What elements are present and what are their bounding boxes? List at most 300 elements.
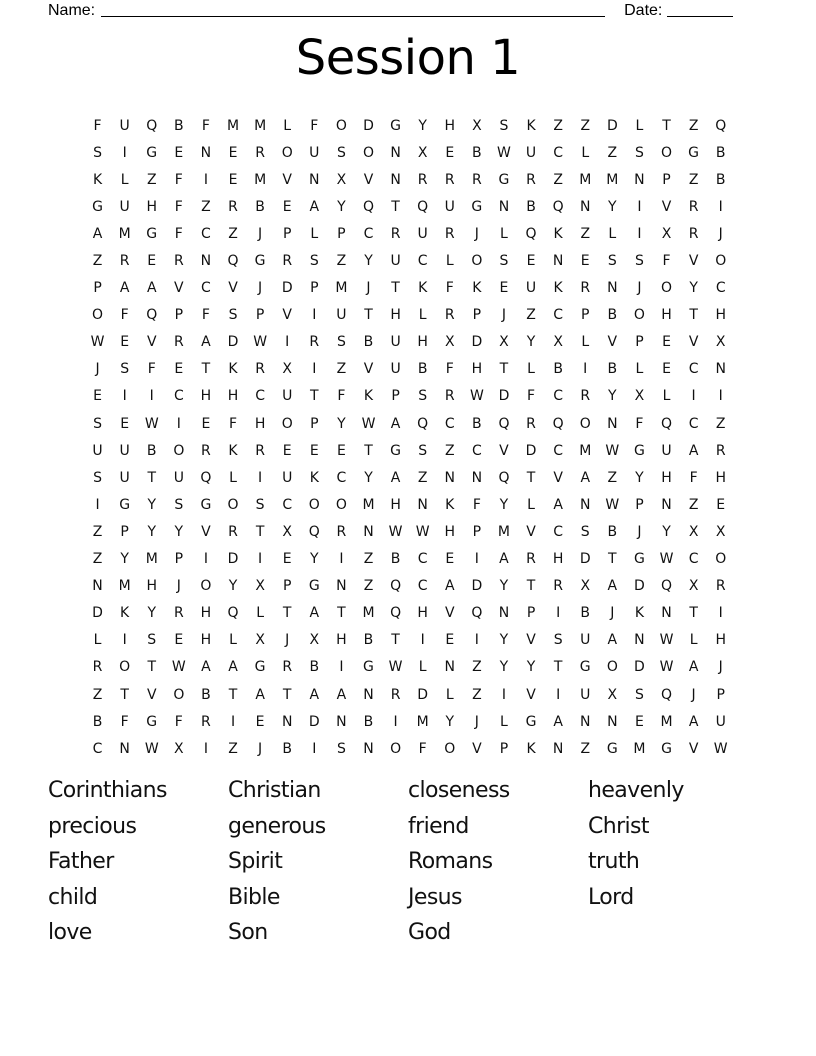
grid-cell: E xyxy=(228,144,238,161)
grid-cell: G xyxy=(146,225,158,242)
grid-cell: O xyxy=(579,415,591,432)
grid-cell: P xyxy=(635,334,644,351)
grid-cell: I xyxy=(258,551,263,568)
grid-cell: Z xyxy=(228,740,238,757)
grid-cell: T xyxy=(255,523,265,540)
grid-cell: D xyxy=(471,578,483,595)
grid-cell: R xyxy=(526,415,536,432)
grid-cell: J xyxy=(718,225,723,242)
grid-cell: F xyxy=(228,415,238,432)
grid-cell: H xyxy=(200,605,212,622)
grid-cell: O xyxy=(173,442,185,459)
grid-cell: G xyxy=(471,198,483,215)
word-bank-item: closeness xyxy=(408,778,510,803)
grid-cell: Q xyxy=(498,415,510,432)
grid-cell: E xyxy=(255,713,265,730)
grid-cell: O xyxy=(390,740,402,757)
grid-cell: K xyxy=(445,496,455,513)
grid-cell: O xyxy=(227,496,239,513)
grid-cell: U xyxy=(525,280,537,297)
grid-cell: P xyxy=(282,578,292,595)
grid-cell: X xyxy=(688,578,699,595)
grid-cell: S xyxy=(93,415,102,432)
grid-cell: S xyxy=(228,307,238,324)
grid-cell: I xyxy=(474,551,479,568)
grid-cell: Q xyxy=(417,198,429,215)
grid-cell: H xyxy=(552,551,564,568)
grid-cell: F xyxy=(120,307,129,324)
grid-cell: R xyxy=(228,198,238,215)
grid-cell: C xyxy=(688,415,699,432)
grid-cell: Y xyxy=(608,388,617,405)
grid-cell: D xyxy=(634,578,645,595)
grid-cell: L xyxy=(527,361,535,378)
grid-cell: S xyxy=(580,523,590,540)
grid-cell: S xyxy=(553,632,563,649)
grid-cell: W xyxy=(713,740,728,757)
grid-cell: Z xyxy=(228,225,238,242)
grid-cell: R xyxy=(336,523,347,540)
grid-cell: C xyxy=(688,361,699,378)
grid-cell: D xyxy=(363,117,374,134)
grid-cell: J xyxy=(637,523,642,540)
grid-cell: P xyxy=(391,388,400,405)
grid-cell: R xyxy=(580,280,591,297)
grid-cell: W xyxy=(659,632,674,649)
grid-cell: N xyxy=(715,361,726,378)
grid-cell: R xyxy=(471,171,482,188)
grid-cell: R xyxy=(688,198,699,215)
grid-cell: Z xyxy=(715,415,726,432)
grid-cell: L xyxy=(120,171,129,188)
grid-cell: E xyxy=(93,388,102,405)
grid-cell: R xyxy=(715,442,726,459)
grid-cell: X xyxy=(255,632,265,649)
grid-cell: H xyxy=(146,198,157,215)
grid-cell: C xyxy=(553,307,564,324)
grid-cell: W xyxy=(497,144,511,161)
grid-cell: Y xyxy=(147,523,157,540)
grid-cell: Y xyxy=(337,415,346,432)
grid-cell: U xyxy=(92,442,103,459)
grid-cell: P xyxy=(93,280,102,297)
grid-cell: X xyxy=(580,578,591,595)
grid-cell: Q xyxy=(227,253,239,270)
grid-cell: A xyxy=(688,442,699,459)
grid-cell: J xyxy=(95,361,100,378)
grid-cell: J xyxy=(258,280,263,297)
grid-cell: W xyxy=(605,496,620,513)
grid-cell: Z xyxy=(363,551,374,568)
grid-cell: H xyxy=(200,632,212,649)
grid-cell: O xyxy=(308,496,320,513)
grid-cell: J xyxy=(366,280,371,297)
grid-cell: J xyxy=(258,740,263,757)
grid-cell: V xyxy=(661,198,672,215)
grid-cell: Q xyxy=(715,117,727,134)
grid-cell: D xyxy=(634,659,645,676)
grid-cell: Z xyxy=(336,253,347,270)
grid-cell: U xyxy=(282,469,293,486)
grid-cell: I xyxy=(312,740,317,757)
grid-cell: T xyxy=(282,686,292,703)
grid-cell: O xyxy=(281,415,293,432)
grid-cell: Y xyxy=(445,713,455,730)
grid-cell: S xyxy=(336,334,346,351)
grid-cell: S xyxy=(634,686,644,703)
grid-cell: Y xyxy=(364,253,373,270)
grid-cell: K xyxy=(634,605,645,622)
grid-cell: A xyxy=(688,713,699,730)
grid-cell: U xyxy=(444,198,455,215)
grid-cell: Q xyxy=(498,469,510,486)
grid-cell: B xyxy=(146,442,157,459)
grid-cell: H xyxy=(336,632,347,649)
grid-cell: H xyxy=(661,469,672,486)
grid-cell: G xyxy=(579,659,591,676)
grid-cell: C xyxy=(201,280,211,297)
grid-cell: R xyxy=(390,686,401,703)
grid-cell: L xyxy=(581,334,590,351)
grid-cell: Q xyxy=(661,686,673,703)
grid-cell: X xyxy=(174,740,184,757)
grid-cell: P xyxy=(255,307,265,324)
grid-cell: M xyxy=(660,713,673,730)
word-bank-item: Romans xyxy=(408,849,493,874)
grid-cell: E xyxy=(147,253,157,270)
grid-cell: Z xyxy=(553,117,563,134)
grid-cell: Q xyxy=(362,198,374,215)
grid-cell: A xyxy=(607,632,618,649)
grid-cell: C xyxy=(553,388,564,405)
grid-cell: N xyxy=(363,740,374,757)
grid-cell: B xyxy=(363,334,374,351)
grid-cell: Z xyxy=(472,659,482,676)
grid-cell: I xyxy=(637,198,642,215)
grid-cell: Z xyxy=(146,171,157,188)
grid-cell: V xyxy=(282,171,292,188)
grid-cell: X xyxy=(553,334,563,351)
word-bank-item: Lord xyxy=(588,884,634,910)
grid-cell: L xyxy=(500,713,508,730)
grid-cell: Z xyxy=(92,686,103,703)
grid-cell: G xyxy=(525,713,537,730)
grid-cell: D xyxy=(92,605,103,622)
grid-cell: V xyxy=(201,523,211,540)
grid-cell: R xyxy=(444,307,455,324)
grid-cell: M xyxy=(335,280,348,297)
grid-cell: Y xyxy=(499,632,509,649)
page-title: Session 1 xyxy=(295,30,521,86)
grid-cell: G xyxy=(146,713,158,730)
grid-cell: V xyxy=(526,686,536,703)
grid-cell: R xyxy=(688,225,699,242)
grid-cell: N xyxy=(607,280,618,297)
grid-cell: M xyxy=(118,578,131,595)
grid-cell: T xyxy=(391,632,400,649)
grid-cell: T xyxy=(526,469,536,486)
grid-cell: B xyxy=(174,117,184,134)
grid-cell: D xyxy=(471,334,483,351)
grid-cell: N xyxy=(444,659,455,676)
grid-cell: I xyxy=(312,361,317,378)
grid-cell: G xyxy=(254,253,266,270)
grid-cell: I xyxy=(203,740,208,757)
grid-cell: G xyxy=(92,198,103,215)
grid-cell: L xyxy=(445,253,454,270)
grid-cell: F xyxy=(472,496,481,513)
grid-cell: V xyxy=(526,632,536,649)
grid-cell: J xyxy=(474,225,479,242)
grid-cell: V xyxy=(526,523,536,540)
grid-cell: Q xyxy=(227,605,239,622)
grid-cell: Y xyxy=(499,578,509,595)
grid-cell: K xyxy=(228,361,238,378)
grid-cell: R xyxy=(282,253,293,270)
grid-cell: K xyxy=(309,469,319,486)
grid-cell: W xyxy=(605,442,620,459)
grid-cell: Y xyxy=(147,605,157,622)
grid-cell: D xyxy=(308,713,320,730)
grid-cell: X xyxy=(309,632,320,649)
grid-cell: Q xyxy=(552,415,564,432)
word-bank-item: child xyxy=(48,884,98,910)
grid-cell: M xyxy=(254,171,267,188)
grid-cell: W xyxy=(361,415,376,432)
grid-cell: H xyxy=(146,578,157,595)
grid-cell: K xyxy=(363,388,374,405)
grid-cell: E xyxy=(282,442,292,459)
grid-cell: P xyxy=(581,307,590,324)
name-blank-line xyxy=(101,0,605,17)
grid-cell: U xyxy=(390,334,401,351)
grid-cell: A xyxy=(119,280,130,297)
grid-cell: G xyxy=(254,659,266,676)
grid-cell: F xyxy=(635,415,644,432)
grid-cell: V xyxy=(688,253,699,270)
grid-cell: G xyxy=(661,740,672,757)
grid-cell: Q xyxy=(552,198,564,215)
grid-cell: L xyxy=(283,117,292,134)
grid-cell: O xyxy=(362,144,374,161)
grid-cell: N xyxy=(552,740,564,757)
grid-cell: A xyxy=(201,659,211,676)
grid-cell: F xyxy=(527,388,536,405)
grid-cell: T xyxy=(553,659,563,676)
grid-cell: Q xyxy=(390,605,402,622)
grid-cell: U xyxy=(173,469,184,486)
grid-cell: W xyxy=(388,659,403,676)
grid-cell: T xyxy=(662,117,671,134)
grid-cell: Z xyxy=(688,117,699,134)
grid-cell: R xyxy=(526,551,536,568)
grid-cell: B xyxy=(472,144,482,161)
grid-cell: C xyxy=(417,578,428,595)
grid-cell: W xyxy=(469,388,484,405)
grid-cell: G xyxy=(390,442,401,459)
grid-cell: B xyxy=(715,171,726,188)
grid-cell: N xyxy=(363,523,374,540)
grid-cell: M xyxy=(226,117,240,134)
grid-cell: W xyxy=(415,523,430,540)
grid-cell: Y xyxy=(499,496,509,513)
grid-cell: O xyxy=(661,280,673,297)
grid-cell: C xyxy=(553,523,564,540)
grid-cell: S xyxy=(309,253,319,270)
grid-cell: I xyxy=(420,632,425,649)
grid-cell: T xyxy=(147,469,157,486)
grid-cell: M xyxy=(633,740,646,757)
grid-cell: W xyxy=(253,334,268,351)
grid-cell: Q xyxy=(390,578,402,595)
grid-cell: A xyxy=(688,659,699,676)
grid-cell: U xyxy=(417,225,428,242)
grid-cell: E xyxy=(120,415,130,432)
grid-cell: G xyxy=(633,442,645,459)
grid-cell: U xyxy=(119,117,130,134)
grid-cell: V xyxy=(472,740,482,757)
grid-cell: C xyxy=(417,253,428,270)
grid-cell: U xyxy=(119,198,130,215)
grid-cell: R xyxy=(444,225,455,242)
grid-cell: O xyxy=(200,578,212,595)
grid-cell: F xyxy=(445,361,454,378)
word-bank-item: heavenly xyxy=(588,778,684,803)
grid-cell: N xyxy=(390,144,401,161)
name-label: Name: xyxy=(48,2,96,19)
grid-cell: X xyxy=(282,523,292,540)
grid-cell: N xyxy=(92,578,103,595)
grid-cell: N xyxy=(579,198,591,215)
grid-cell: I xyxy=(203,551,208,568)
grid-cell: Z xyxy=(363,578,374,595)
grid-cell: V xyxy=(146,686,157,703)
grid-cell: Y xyxy=(228,578,238,595)
grid-cell: B xyxy=(201,686,211,703)
grid-cell: E xyxy=(634,713,644,730)
grid-cell: A xyxy=(390,415,401,432)
grid-cell: I xyxy=(203,171,208,188)
grid-cell: L xyxy=(689,632,698,649)
grid-cell: S xyxy=(174,496,184,513)
grid-cell: E xyxy=(120,334,130,351)
grid-cell: U xyxy=(119,442,130,459)
grid-cell: Q xyxy=(417,415,429,432)
grid-cell: Q xyxy=(308,523,320,540)
grid-cell: F xyxy=(662,253,671,270)
grid-cell: A xyxy=(201,334,211,351)
grid-cell: R xyxy=(255,361,265,378)
grid-cell: T xyxy=(364,442,373,459)
grid-cell: K xyxy=(472,280,482,297)
grid-cell: F xyxy=(310,117,319,134)
grid-cell: V xyxy=(499,442,509,459)
grid-cell: E xyxy=(174,632,184,649)
grid-cell: D xyxy=(606,117,618,134)
grid-cell: U xyxy=(119,469,130,486)
grid-cell: I xyxy=(556,686,561,703)
grid-cell: L xyxy=(445,686,454,703)
grid-cell: S xyxy=(336,144,346,161)
grid-cell: H xyxy=(444,117,456,134)
grid-cell: E xyxy=(282,198,292,215)
grid-cell: Q xyxy=(146,307,158,324)
grid-cell: M xyxy=(145,551,158,568)
grid-cell: R xyxy=(92,659,103,676)
grid-cell: I xyxy=(474,632,479,649)
grid-cell: H xyxy=(715,307,726,324)
grid-cell: I xyxy=(501,686,507,703)
grid-cell: G xyxy=(363,659,374,676)
grid-cell: Y xyxy=(526,659,536,676)
word-bank-item: friend xyxy=(408,813,469,839)
grid-cell: V xyxy=(363,361,374,378)
grid-cell: T xyxy=(228,686,238,703)
grid-cell: N xyxy=(309,171,320,188)
grid-cell: A xyxy=(336,686,347,703)
grid-cell: O xyxy=(173,686,185,703)
grid-cell: C xyxy=(444,415,455,432)
grid-cell: I xyxy=(122,632,127,649)
grid-cell: P xyxy=(337,225,346,242)
grid-cell: N xyxy=(390,171,401,188)
grid-cell: Z xyxy=(580,225,591,242)
grid-cell: R xyxy=(580,388,591,405)
grid-cell: C xyxy=(363,225,374,242)
grid-cell: S xyxy=(634,253,644,270)
grid-cell: F xyxy=(201,307,210,324)
word-bank-item: Son xyxy=(228,920,268,945)
grid-cell: I xyxy=(122,388,127,405)
grid-cell: E xyxy=(716,496,726,513)
grid-cell: L xyxy=(256,605,265,622)
grid-cell: S xyxy=(120,361,130,378)
grid-cell: H xyxy=(390,496,401,513)
grid-cell: S xyxy=(147,632,157,649)
grid-cell: Q xyxy=(525,225,537,242)
grid-cell: R xyxy=(309,334,320,351)
grid-cell: N xyxy=(281,713,293,730)
grid-cell: U xyxy=(336,307,347,324)
grid-cell: P xyxy=(716,686,725,703)
grid-cell: P xyxy=(526,605,536,622)
grid-cell: G xyxy=(119,496,131,513)
grid-cell: C xyxy=(92,740,103,757)
grid-cell: L xyxy=(229,632,237,649)
grid-cell: H xyxy=(200,388,212,405)
grid-cell: Z xyxy=(553,171,563,188)
grid-cell: A xyxy=(444,578,455,595)
grid-cell: G xyxy=(606,740,618,757)
grid-cell: S xyxy=(499,253,509,270)
grid-cell: I xyxy=(176,415,181,432)
grid-cell: A xyxy=(580,469,591,486)
grid-cell: N xyxy=(119,740,130,757)
grid-cell: A xyxy=(92,225,103,242)
grid-cell: Y xyxy=(418,117,427,134)
word-bank-item: Spirit xyxy=(228,849,283,874)
grid-cell: V xyxy=(607,334,618,351)
grid-cell: T xyxy=(391,280,400,297)
grid-cell: E xyxy=(445,632,455,649)
grid-cell: I xyxy=(230,713,236,730)
grid-cell: M xyxy=(497,523,510,540)
grid-cell: H xyxy=(390,307,401,324)
grid-cell: R xyxy=(390,225,401,242)
grid-cell: Z xyxy=(526,307,536,324)
grid-cell: H xyxy=(254,415,266,432)
grid-cell: N xyxy=(336,578,347,595)
